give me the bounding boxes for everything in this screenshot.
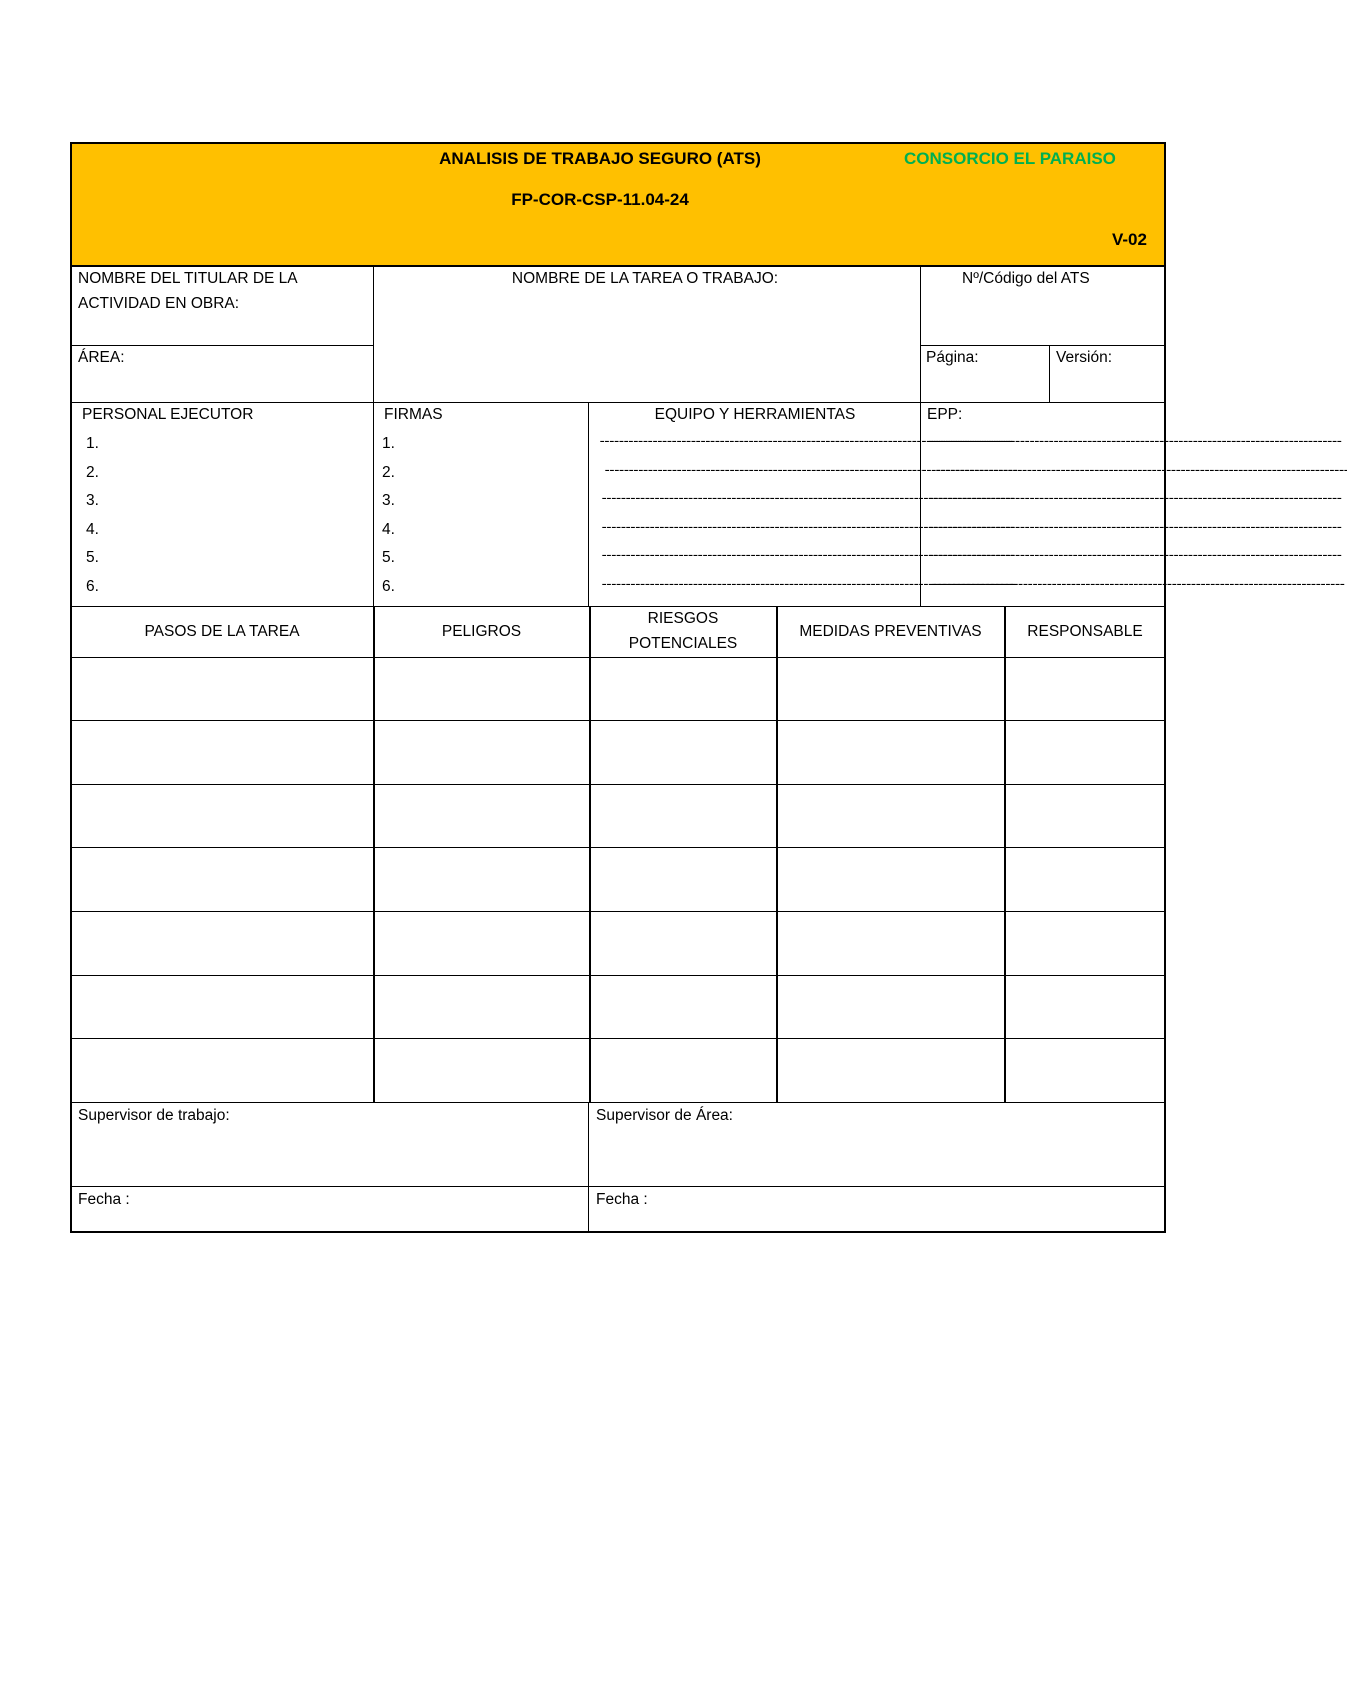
form-title: ANALISIS DE TRABAJO SEGURO (ATS) <box>439 149 761 168</box>
firma-num-3: 3. <box>382 492 395 509</box>
vline-pers-1 <box>373 402 374 606</box>
col-riesgos-line1: RIESGOS <box>647 610 719 627</box>
divider-footer <box>70 1102 1166 1103</box>
epp-label: EPP: <box>927 406 963 423</box>
tarea-label: NOMBRE DE LA TAREA O TRABAJO: <box>511 270 779 287</box>
border-right <box>1164 142 1166 1232</box>
vline-info-2 <box>920 265 921 402</box>
border-top <box>70 142 1166 144</box>
col-riesgos-line2: POTENCIALES <box>628 635 738 652</box>
divider-area <box>70 345 373 346</box>
form-code: FP-COR-CSP-11.04-24 <box>511 190 689 209</box>
personal-num-1: 1. <box>86 435 99 452</box>
table-row-line-2 <box>70 784 1166 785</box>
firma-num-1: 1. <box>382 435 395 452</box>
equipo-dash-line-1: -------------------------------------------------------------------------------------- <box>598 434 1011 450</box>
col-peligros: PELIGROS <box>441 623 522 640</box>
vline-pers-2 <box>588 402 589 606</box>
supervisor-trabajo-label: Supervisor de trabajo: <box>78 1107 230 1124</box>
pagina-label: Página: <box>926 349 979 366</box>
personal-label: PERSONAL EJECUTOR <box>82 406 254 423</box>
epp-dash-line-5: -------------------------------------------------------------------------------------- <box>927 548 1340 564</box>
table-row-line-5 <box>70 975 1166 976</box>
vline-table-3 <box>776 606 778 1102</box>
epp-dash-line-6: -------------------------------------------------------------------------------------- <box>930 577 1343 593</box>
firma-num-5: 5. <box>382 549 395 566</box>
fecha-left-label: Fecha : <box>78 1191 130 1208</box>
vline-table-1 <box>373 606 375 1102</box>
border-bottom <box>70 1231 1166 1233</box>
version-code: V-02 <box>1112 230 1147 249</box>
vline-info-3 <box>1049 345 1050 402</box>
firma-num-6: 6. <box>382 578 395 595</box>
titular-label-line2: ACTIVIDAD EN OBRA: <box>78 295 240 312</box>
equipo-dash-line-3: -------------------------------------------------------------------------------------- <box>600 491 1013 507</box>
firma-num-2: 2. <box>382 464 395 481</box>
table-row-line-1 <box>70 720 1166 721</box>
version-label: Versión: <box>1056 349 1113 366</box>
firmas-label: FIRMAS <box>384 406 443 423</box>
personal-num-6: 6. <box>86 578 99 595</box>
titular-label-line1: NOMBRE DEL TITULAR DE LA <box>78 270 298 287</box>
col-medidas: MEDIDAS PREVENTIVAS <box>799 623 982 640</box>
divider-info <box>70 402 1166 403</box>
divider-codigo <box>920 345 1166 346</box>
table-row-line-4 <box>70 911 1166 912</box>
divider-table-head <box>70 657 1166 658</box>
area-label: ÁREA: <box>78 349 125 366</box>
epp-dash-line-1: -------------------------------------------------------------------------------------- <box>927 434 1340 450</box>
equipo-dash-line-2: -------------------------------------------------------------------------------------- <box>603 463 1016 479</box>
vline-footer <box>588 1102 589 1231</box>
col-pasos: PASOS DE LA TAREA <box>144 623 300 640</box>
equipo-dash-line-5: -------------------------------------------------------------------------------------- <box>600 548 1013 564</box>
divider-fecha <box>70 1186 1166 1187</box>
epp-dash-line-4: -------------------------------------------------------------------------------------- <box>927 520 1340 536</box>
divider-header <box>70 265 1166 267</box>
fecha-right-label: Fecha : <box>596 1191 648 1208</box>
supervisor-area-label: Supervisor de Área: <box>596 1107 733 1124</box>
vline-info-1 <box>373 265 374 402</box>
divider-personnel <box>70 606 1166 607</box>
table-row-line-3 <box>70 847 1166 848</box>
firma-num-4: 4. <box>382 521 395 538</box>
personal-num-5: 5. <box>86 549 99 566</box>
vline-table-4 <box>1004 606 1006 1102</box>
equipo-label: EQUIPO Y HERRAMIENTAS <box>654 406 856 423</box>
epp-dash-line-3: -------------------------------------------------------------------------------------- <box>927 491 1340 507</box>
codigo-label: Nº/Código del ATS <box>962 270 1090 287</box>
personal-num-4: 4. <box>86 521 99 538</box>
personal-num-2: 2. <box>86 464 99 481</box>
equipo-dash-line-6: -------------------------------------------------------------------------------------- <box>600 577 1013 593</box>
equipo-dash-line-4: -------------------------------------------------------------------------------------- <box>600 520 1013 536</box>
personal-num-3: 3. <box>86 492 99 509</box>
col-responsable: RESPONSABLE <box>1027 623 1143 640</box>
vline-table-2 <box>589 606 591 1102</box>
table-row-line-6 <box>70 1038 1166 1039</box>
company-name: CONSORCIO EL PARAISO <box>904 149 1116 168</box>
epp-dash-line-2: -------------------------------------------------------------------------------------- <box>934 463 1347 479</box>
border-left <box>70 142 72 1232</box>
